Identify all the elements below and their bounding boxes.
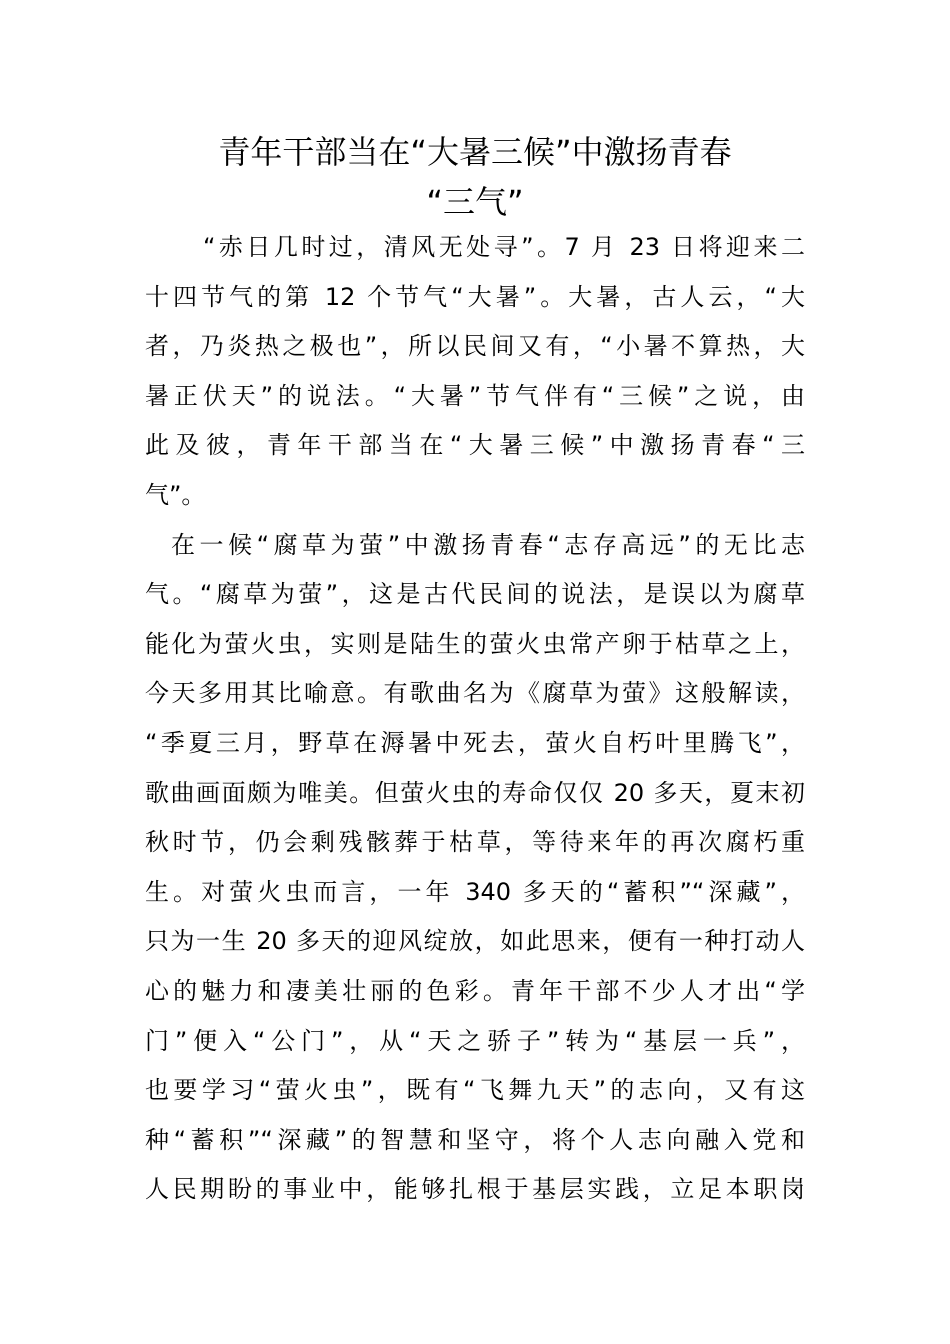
body-line: 歌曲画面颇为唯美。但萤火虫的寿命仅仅 20 多天，夏末初 (145, 778, 805, 807)
body-line: 暑正伏天”的说法。“大暑”节气伴有“三候”之说，由 (145, 381, 805, 410)
body-line: 者，乃炎热之极也”，所以民间又有，“小暑不算热，大 (145, 332, 805, 361)
document-title-line-1: 青年干部当在“大暑三候”中激扬青春 (218, 133, 732, 171)
body-line: 门”便入“公门”，从“天之骄子”转为“基层一兵”， (145, 1026, 805, 1055)
body-line: 能化为萤火虫，实则是陆生的萤火虫常产卵于枯草之上， (145, 629, 805, 658)
body-line: 秋时节，仍会剩残骸葬于枯草，等待来年的再次腐朽重 (145, 828, 805, 857)
document-title-line-2: “三气” (426, 183, 524, 221)
body-line: 在一候“腐草为萤”中激扬青春“志存高远”的无比志 (171, 530, 805, 559)
body-line: 人民期盼的事业中，能够扎根于基层实践，立足本职岗 (145, 1175, 805, 1204)
body-line: 气。“腐草为萤”，这是古代民间的说法，是误以为腐草 (145, 580, 805, 609)
body-line: 气”。 (145, 481, 206, 509)
body-line: “季夏三月，野草在溽暑中死去，萤火自朽叶里腾飞”， (145, 729, 805, 757)
body-line: 心的魅力和凄美壮丽的色彩。青年干部不少人才出“学 (145, 977, 805, 1005)
body-line: 今天多用其比喻意。有歌曲名为《腐草为萤》这般解读， (145, 679, 805, 708)
body-line: “赤日几时过，清风无处寻”。7 月 23 日将迎来二 (203, 233, 805, 261)
body-line: 也要学习“萤火虫”，既有“飞舞九天”的志向，又有这 (145, 1076, 805, 1105)
body-line: 十四节气的第 12 个节气“大暑”。大暑，古人云，“大 (145, 282, 805, 311)
body-line: 只为一生 20 多天的迎风绽放，如此思来，便有一种打动人 (145, 927, 805, 956)
body-line: 此及彼，青年干部当在“大暑三候”中激扬青春“三 (145, 431, 805, 460)
body-line: 生。对萤火虫而言，一年 340 多天的“蓄积”“深藏”， (145, 877, 805, 906)
body-line: 种“蓄积”“深藏”的智慧和坚守，将个人志向融入党和 (145, 1125, 805, 1154)
